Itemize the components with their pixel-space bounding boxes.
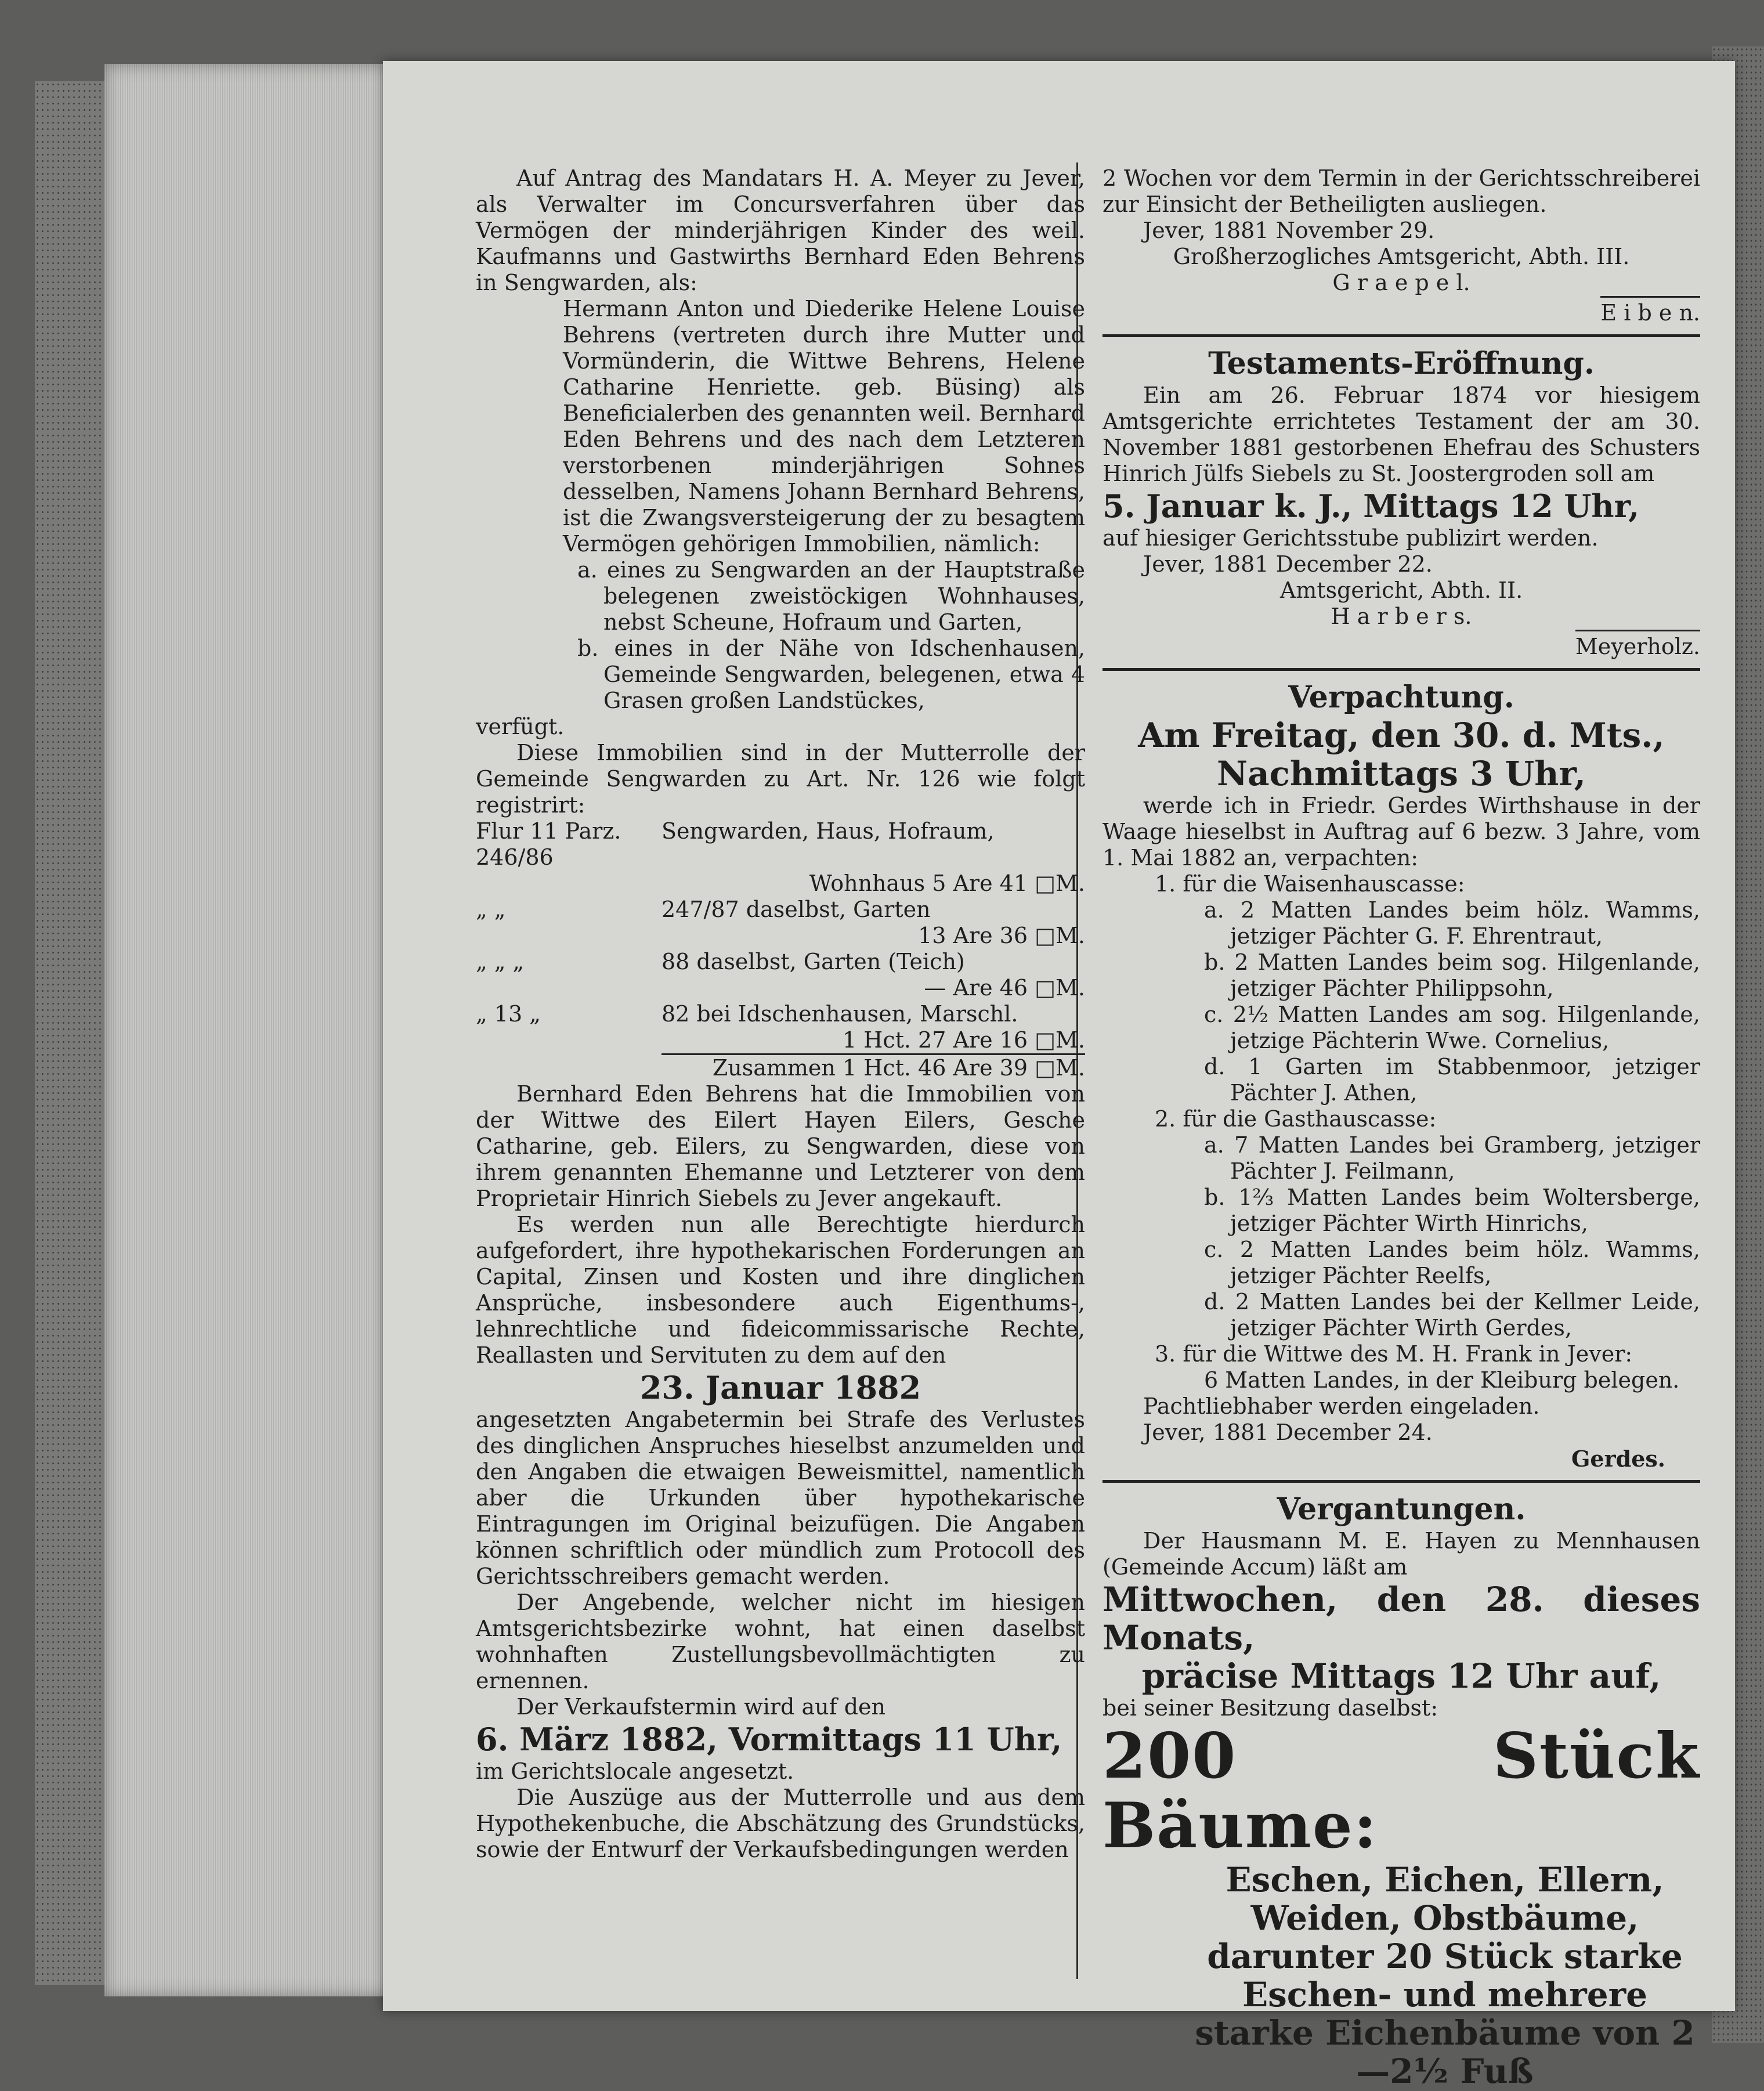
- mittwochen-line: Mittwochen, den 28. dieses Monats,: [1102, 1580, 1700, 1657]
- heading-testament: Testaments-Eröffnung.: [1208, 346, 1595, 381]
- parcel-cell: 82 bei Idschenhausen, Marschl.: [662, 1001, 1018, 1027]
- freitag-line: Am Freitag, den 30. d. Mts.,: [1138, 716, 1665, 755]
- parcel-cell: — Are 46 □M.: [924, 975, 1085, 1001]
- parcel-cell: Flur 11 Parz. 246/86: [476, 818, 621, 870]
- divider: [1102, 334, 1700, 337]
- parcel-cell: [476, 923, 662, 949]
- besitzung-line: bei seiner Besitzung daselbst:: [1102, 1695, 1438, 1721]
- angebende-paragraph: Der Angebende, welcher nicht im hiesigen Amtsgerichtsbezirke wohnt, hat einen daselbst wohnhaften Zustellungsbevollmächtigten zu ernennen.: [476, 1590, 1085, 1693]
- parcel-cell: Sengwarden, Haus, Hofraum,: [662, 818, 995, 844]
- parcel-cell: 247/87 daselbst, Garten: [662, 897, 931, 922]
- parcel-cell: [476, 1027, 662, 1054]
- table-row: [476, 949, 1085, 975]
- table-row: [476, 818, 1085, 871]
- judge-1: G r a e p e l.: [1332, 270, 1470, 295]
- aufforderung-paragraph: Es werden nun alle Berechtigte hierdurch aufgefordert, ihre hypothekarischen Forderungen an Capital, Zinsen und Kosten und ihre dinglichen Ansprüche, insbesondere auch Eigenthums-, lehnrechtliche und fideicommissarische Rechte, Reallasten und Servituten zu dem auf den: [476, 1212, 1085, 1368]
- table-row: [476, 1001, 1085, 1027]
- mutterrolle-paragraph: Diese Immobilien sind in der Mutterrolle der Gemeinde Sengwarden zu Art. Nr. 126 wie folgt registrirt:: [476, 740, 1085, 818]
- parcel-cell: Wohnhaus 5 Are 41 □M.: [809, 871, 1085, 896]
- heading-vergantungen: Vergantungen.: [1277, 1491, 1526, 1527]
- tree-types: Eschen, Eichen, Ellern, Weiden, Obstbäume, darunter 20 Stück starke Eschen- und mehrere starke Eichenbäume von 2—2½ Fuß: [1195, 1860, 1695, 2091]
- parcel-table: [476, 818, 1085, 1055]
- gasthaus-heading: 2. für die Gasthauscasse:: [1155, 1106, 1437, 1132]
- court-2: Amtsgericht, Abth. II.: [1279, 577, 1523, 603]
- clerk-1-text: E i b e n.: [1600, 296, 1700, 326]
- list-item: a. 2 Matten Landes beim hölz. Wamms, jetziger Pächter G. F. Ehrentraut,: [1204, 897, 1700, 949]
- table-row: [476, 1027, 1085, 1054]
- auszuege-paragraph: Die Auszüge aus der Mutterrolle und aus dem Hypothekenbuche, die Abschätzung des Grundstücks, sowie der Entwurf der Verkaufsbedingungen werden: [476, 1785, 1085, 1862]
- parcel-cell: 88 daselbst, Garten (Teich): [662, 949, 965, 974]
- place-date-3: Jever, 1881 December 24.: [1143, 1420, 1433, 1445]
- angesetzt-paragraph: angesetzten Angabetermin bei Strafe des Verlustes des dinglichen Anspruches hieselbst anzumelden und den Angaben die etwaigen Beweismittel, namentlich aber die Urkunden über hypothekarische Eintragungen im Original beizufügen. Die Angaben können schriftlich oder mündlich zum Protocoll des Gerichtsschreibers gemacht werden.: [476, 1407, 1085, 1589]
- bernhard-paragraph: Bernhard Eden Behrens hat die Immobilien von der Wittwe des Eilert Hayen Eilers, Gesche Catharine, geb. Eilers, zu Sengwarden, diese von ihrem genannten Ehemanne und Letzterer von dem Proprietair Hinrich Siebels zu Jever angekauft.: [476, 1081, 1085, 1211]
- heirs-paragraph: Hermann Anton und Dieder​ike Helene Louise Behrens (vertreten durch ihre Mutter und Vormünderin, die Wittwe Behrens, Helene Catharine Henriette. geb. Büsing) als Beneficialerben des genannten weil. Bernhard Eden Behrens und des nach dem Letzteren verstorbenen minderjährigen Sohnes desselben, Namens Johann Bernhard Behrens, ist die Zwangsversteigerung der zu besagtem Vermögen gehörigen Immobilien, nämlich:: [563, 296, 1085, 557]
- right-column: [1102, 165, 1700, 2090]
- parcel-cell: „ 13 „: [476, 1001, 541, 1027]
- list-item: a. 7 Matten Landes bei Gramberg, jetziger Pächter J. Feilmann,: [1204, 1132, 1700, 1184]
- list-item: d. 1 Garten im Stabbenmoor, jetziger Pächter J. Athen,: [1204, 1054, 1700, 1106]
- parcel-cell: „ „ „: [476, 949, 525, 974]
- list-item: d. 2 Matten Landes bei der Kellmer Leide, jetziger Pächter Wirth Gerdes,: [1204, 1289, 1700, 1341]
- divider: [1102, 668, 1700, 671]
- nachmittags-line: Nachmittags 3 Uhr,: [1217, 754, 1586, 793]
- intro-paragraph: Auf Antrag des Mandatars H. A. Meyer zu Jever, als Verwalter im Concursverfahren über das Vermögen der minderjährigen Kinder des weil. Kaufmanns und Gastwirths Bernhard Eden Behrens in Sengwarden, als:: [476, 165, 1085, 295]
- list-item: 6 Matten Landes, in der Kleiburg belegen.: [1204, 1367, 1680, 1393]
- newspaper-page: [383, 61, 1735, 2091]
- testament-paragraph: Ein am 26. Februar 1874 vor hiesigem Amtsgerichte errichtetes Testament der am 30. November 1881 gestorbenen Ehefrau des Schusters Hinrich Jülfs Siebels zu St. Joostergroden soll am: [1102, 382, 1700, 486]
- list-item: b. 2 Matten Landes beim sog. Hilgenlande, jetziger Pächter Philippsohn,: [1204, 949, 1700, 1001]
- parcel-cell: [476, 871, 662, 897]
- list-item: c. 2 Matten Landes beim hölz. Wamms, jetziger Pächter Reelfs,: [1204, 1237, 1700, 1288]
- verfuegt-text: verfügt.: [476, 714, 565, 739]
- date-maerz: 6. März 1882, Vormittags 11 Uhr,: [476, 1721, 1062, 1758]
- locale-line: im Gerichtslocale angesetzt.: [476, 1758, 794, 1784]
- clerk-1: [1102, 296, 1700, 326]
- date-januar-5: 5. Januar k. J., Mittags 12 Uhr,: [1102, 487, 1639, 525]
- place-date-1: Jever, 1881 November 29.: [1143, 218, 1435, 243]
- page-edges: [104, 64, 406, 1996]
- parcel-cell: „ „: [476, 897, 506, 922]
- divider: [1102, 1480, 1700, 1483]
- place-date-2: Jever, 1881 December 22.: [1143, 551, 1433, 577]
- verpachtung-paragraph: werde ich in Friedr. Gerdes Wirthshause in der Waage hieselbst in Auftrag auf 6 bezw. 3 Jahre, vom 1. Mai 1882 an, verpachten:: [1102, 793, 1700, 871]
- item-a: a. eines zu Sengwarden an der Hauptstraße belegenen zweistöckigen Wohnhauses, nebst Scheune, Hofraum und Garten,: [577, 557, 1085, 635]
- publiziert-line: auf hiesiger Gerichtsstube publizirt werden.: [1102, 525, 1599, 551]
- list-item: c. 2½ Matten Landes am sog. Hilgenlande, jetzige Pächterin Wwe. Cornelius,: [1204, 1002, 1700, 1053]
- date-januar: 23. Januar 1882: [639, 1369, 921, 1406]
- clerk-2: [1102, 630, 1700, 660]
- waisenhaus-heading: 1. für die Waisenhauscasse:: [1155, 871, 1465, 897]
- liebhaber-line: Pachtliebhaber werden eingeladen.: [1143, 1393, 1540, 1419]
- wittwe-heading: 3. für die Wittwe des M. H. Frank in Jever:: [1155, 1341, 1633, 1367]
- parcel-cell: [476, 975, 662, 1001]
- hausmann-paragraph: Der Hausmann M. E. Hayen zu Mennhausen (Gemeinde Accum) läßt am: [1102, 1528, 1700, 1580]
- left-column: [476, 165, 1085, 1863]
- heading-verpachtung: Verpachtung.: [1288, 680, 1514, 715]
- total-line: Zusammen 1 Hct. 46 Are 39 □M.: [712, 1055, 1085, 1081]
- table-row: [476, 897, 1085, 923]
- table-row: [476, 923, 1085, 949]
- judge-2: H a r b e r s.: [1331, 604, 1472, 629]
- verkauf-line: Der Verkaufstermin wird auf den: [516, 1694, 885, 1720]
- list-item: b. 1⅔ Matten Landes beim Woltersberge, jetziger Pächter Wirth Hinrichs,: [1204, 1184, 1700, 1236]
- table-row: [476, 871, 1085, 897]
- clerk-2-text: Meyerholz.: [1575, 630, 1700, 660]
- item-b: b. eines in der Nähe von Idschenhausen, Gemeinde Sengwarden, belegenen, etwa 4 Grasen großen Landstückes,: [577, 635, 1085, 713]
- table-row: [476, 975, 1085, 1001]
- parcel-cell: 1 Hct. 27 Are 16 □M.: [662, 1027, 1085, 1054]
- baeume-headline: 200 Stück Bäume:: [1102, 1720, 1700, 1862]
- court-1: Großherzogliches Amtsgericht, Abth. III.: [1173, 244, 1630, 269]
- parcel-cell: 13 Are 36 □M.: [918, 923, 1085, 948]
- signature-gerdes: Gerdes.: [1571, 1446, 1665, 1472]
- praecise-line: präcise Mittags 12 Uhr auf,: [1141, 1656, 1661, 1696]
- continuation-paragraph: 2 Wochen vor dem Termin in der Gerichtsschreiberei zur Einsicht der Betheiligten ausliegen.: [1102, 165, 1700, 217]
